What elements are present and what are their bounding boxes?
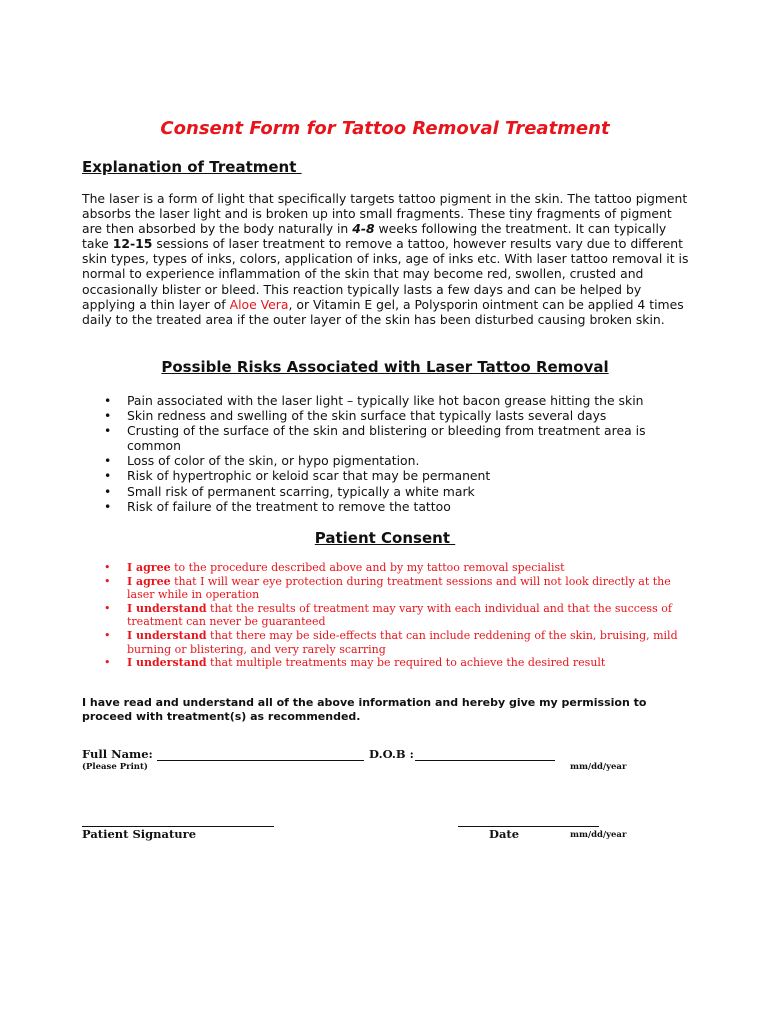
explanation-paragraph — [82, 191, 692, 327]
explanation-text-4: , or Vitamin E gel, a Polysporin ointment can be applied 4 times daily to the treated area if the outer layer of the skin has been disturbed causing broken skin. — [82, 296, 684, 327]
consent-lead: I agree — [127, 561, 171, 574]
list-item — [104, 629, 694, 656]
document-title: Consent Form for Tattoo Removal Treatment — [160, 118, 610, 139]
list-item: • Risk of failure of the treatment to remove the tattoo — [104, 499, 674, 514]
list-item: • Risk of hypertrophic or keloid scar that may be permanent — [104, 468, 674, 483]
consent-lead: I agree — [127, 574, 171, 588]
explanation-text-2: weeks following the treatment. It can typically take — [82, 221, 667, 252]
date-format-hint: mm/dd/year — [570, 830, 627, 840]
risks-list — [104, 393, 674, 514]
consent-lead: I understand — [127, 656, 207, 670]
explanation-text-3: sessions of laser treatment to remove a tattoo, however results vary due to different skin types, types of inks, colors, application of inks, age of inks etc. With laser tattoo removal it is normal to experience inflammation of the skin that may become red, swollen, crusted and occasionally blister or bleed. This reaction typically lasts a few days and can be helped by applying a thin layer of — [82, 236, 689, 312]
date-field[interactable] — [458, 813, 599, 827]
consent-lead: I understand — [127, 628, 207, 642]
weeks-range: 4-8 — [352, 221, 375, 237]
list-item — [104, 575, 694, 602]
list-item: • Crusting of the surface of the skin and blistering or bleeding from treatment area is common — [104, 423, 674, 453]
list-item — [104, 602, 694, 629]
dob-label: D.O.B : — [369, 747, 414, 761]
consent-heading: Patient Consent — [314, 529, 456, 547]
dob-format-hint: mm/dd/year — [570, 762, 627, 772]
sessions-range: 12-15 — [112, 236, 153, 252]
signature-label: Patient Signature — [82, 827, 197, 841]
list-item — [104, 561, 694, 575]
list-item: • Small risk of permanent scarring, typically a white mark — [104, 484, 674, 499]
consent-text: that I will wear eye protection during treatment sessions and will not look directly at the laser while in operation — [127, 574, 671, 602]
list-item: • Pain associated with the laser light – typically like hot bacon grease hitting the skin — [104, 393, 674, 408]
consent-list — [104, 561, 694, 670]
aloe-vera-text: Aloe Vera — [229, 296, 289, 312]
risks-heading: Possible Risks Associated with Laser Tattoo Removal — [161, 358, 609, 376]
list-item: • Skin redness and swelling of the skin surface that typically lasts several days — [104, 408, 674, 423]
please-print-note: (Please Print) — [82, 762, 148, 772]
consent-lead: I understand — [127, 601, 207, 615]
explanation-text-1: The laser is a form of light that specifically targets tattoo pigment in the skin. The tattoo pigment absorbs the laser light and is broken up into small fragments. These tiny fragments of pigment are then absorbed by the body naturally in — [82, 191, 688, 237]
signature-field[interactable] — [82, 813, 274, 827]
full-name-field[interactable] — [157, 747, 364, 761]
dob-field[interactable] — [415, 747, 555, 761]
list-item: • Loss of color of the skin, or hypo pigmentation. — [104, 453, 674, 468]
consent-text: that the results of treatment may vary with each individual and that the success of treatment can never be guaranteed — [127, 601, 672, 629]
consent-text: to the procedure described above and by my tattoo removal specialist — [170, 561, 565, 574]
list-item — [104, 656, 694, 670]
explanation-heading: Explanation of Treatment — [82, 158, 302, 176]
consent-text: that there may be side-effects that can include reddening of the skin, bruising, mild burning or blistering, and very rarely scarring — [127, 628, 678, 656]
date-label: Date — [489, 827, 520, 841]
consent-text: that multiple treatments may be required to achieve the desired result — [206, 656, 606, 670]
permission-statement: I have read and understand all of the above information and hereby give my permission to proceed with treatment(s) as recommended. — [82, 696, 647, 723]
full-name-label: Full Name: — [82, 747, 153, 761]
